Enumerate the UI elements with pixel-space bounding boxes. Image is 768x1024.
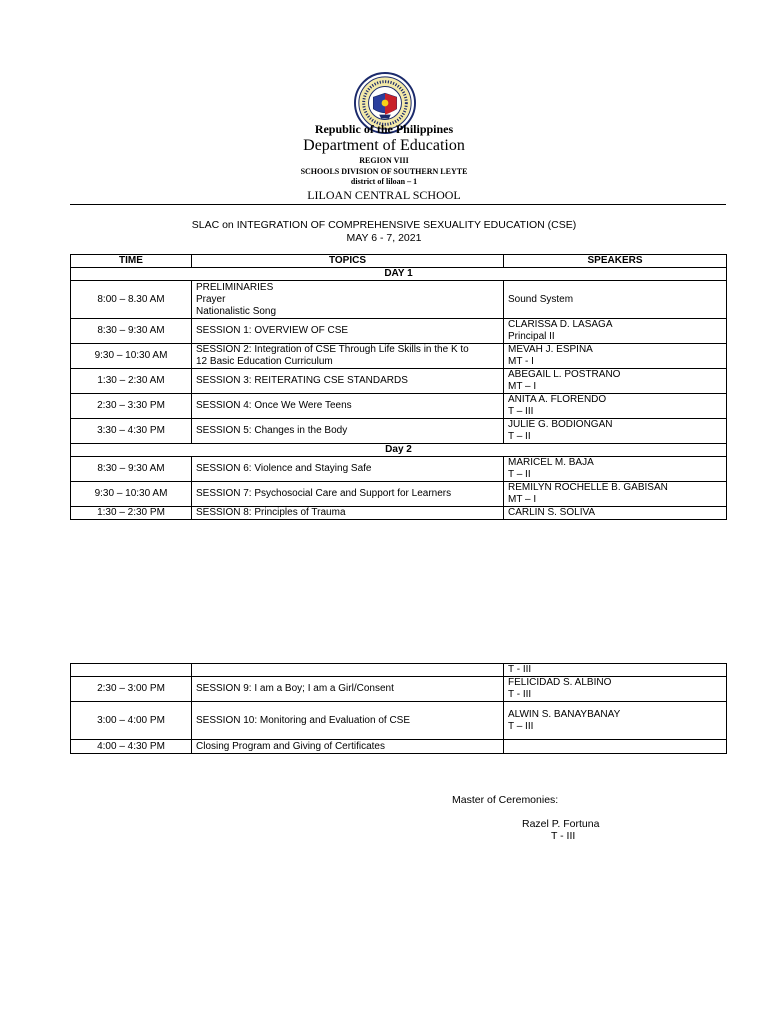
department-heading: Department of Education — [303, 137, 465, 154]
topic-line: SESSION 6: Violence and Staying Safe — [196, 463, 372, 474]
speaker-line: MT - I — [508, 356, 534, 367]
table-row — [71, 281, 727, 319]
division-heading: SCHOOLS DIVISION OF SOUTHERN LEYTE — [300, 167, 468, 176]
speaker-line: T – III — [508, 406, 534, 417]
topic-cell — [192, 281, 504, 319]
event-title: SLAC on INTEGRATION OF COMPREHENSIVE SEXUALITY EDUCATION (CSE) — [191, 219, 577, 231]
topic-cell — [192, 677, 504, 702]
time-cell: 2:30 – 3:00 PM — [71, 677, 192, 702]
topic-cell — [192, 740, 504, 754]
time-cell: 8:30 – 9:30 AM — [71, 319, 192, 344]
time-cell: 8:30 – 9:30 AM — [71, 457, 192, 482]
topic-line: Prayer — [196, 293, 226, 305]
speaker-line: JULIE G. BODIONGAN — [508, 419, 613, 430]
topic-line: SESSION 5: Changes in the Body — [196, 425, 348, 436]
time-cell — [71, 664, 192, 677]
speaker-cell — [504, 507, 727, 520]
speaker-cell — [504, 740, 727, 754]
speaker-line: CLARISSA D. LASAGA — [508, 319, 613, 330]
speaker-line: CARLIN S. SOLIVA — [508, 507, 596, 518]
topic-cell — [192, 369, 504, 394]
school-heading: LILOAN CENTRAL SCHOOL — [307, 188, 461, 202]
topic-line: Nationalistic Song — [196, 305, 277, 317]
topic-line: SESSION 4: Once We Were Teens — [196, 400, 352, 411]
day1-label: DAY 1 — [71, 268, 727, 281]
day2-label: Day 2 — [71, 444, 727, 457]
speaker-line: T – II — [508, 469, 531, 480]
topic-cell — [192, 507, 504, 520]
time-cell: 3:00 – 4:00 PM — [71, 702, 192, 740]
speaker-cell — [504, 369, 727, 394]
topic-line: SESSION 7: Psychosocial Care and Support for Learners — [196, 488, 452, 499]
day1-rows — [71, 281, 727, 444]
region-heading: REGION VIII — [359, 156, 409, 165]
time-cell: 1:30 – 2:30 PM — [71, 507, 192, 520]
table-row — [71, 319, 727, 344]
topic-cell — [192, 702, 504, 740]
table-row — [71, 740, 727, 754]
time-cell: 9:30 – 10:30 AM — [71, 344, 192, 369]
topic-line: Closing Program and Giving of Certificates — [196, 740, 385, 752]
speaker-cell — [504, 419, 727, 444]
time-cell: 9:30 – 10:30 AM — [71, 482, 192, 507]
speaker-line: ALWIN S. BANAYBANAY — [508, 708, 621, 720]
table-row — [71, 344, 727, 369]
day2-rows — [71, 457, 727, 520]
schedule-table — [70, 254, 727, 520]
column-header-topics: TOPICS — [192, 255, 504, 268]
speaker-line: T – III — [508, 720, 534, 732]
mc-position: T - III — [551, 830, 576, 842]
table-row — [71, 394, 727, 419]
speaker-line: MT – I — [508, 494, 537, 505]
time-cell: 3:30 – 4:30 PM — [71, 419, 192, 444]
speaker-line: T - III — [508, 689, 532, 700]
speaker-cell — [504, 664, 727, 677]
continued-rows — [71, 664, 727, 754]
time-cell: 1:30 – 2:30 AM — [71, 369, 192, 394]
topic-cell — [192, 664, 504, 677]
speaker-line: Sound System — [508, 293, 574, 305]
speaker-line: T - III — [508, 664, 532, 675]
speaker-cell — [504, 677, 727, 702]
mc-name: Razel P. Fortuna — [522, 818, 600, 830]
schedule-table-continued — [70, 663, 727, 754]
topic-cell — [192, 319, 504, 344]
topic-line: SESSION 8: Principles of Trauma — [196, 507, 346, 518]
speaker-line: MT – I — [508, 381, 537, 392]
speaker-cell — [504, 319, 727, 344]
topic-cell — [192, 482, 504, 507]
table-row — [71, 677, 727, 702]
topic-line: SESSION 2: Integration of CSE Through Life Skills in the K to — [196, 344, 469, 355]
time-cell: 2:30 – 3:30 PM — [71, 394, 192, 419]
topic-line: SESSION 1: OVERVIEW OF CSE — [196, 325, 349, 336]
table-row — [71, 482, 727, 507]
speaker-line: MEVAH J. ESPINA — [508, 344, 593, 355]
speaker-line: ABEGAIL L. POSTRANO — [508, 369, 621, 380]
topic-line: 12 Basic Education Curriculum — [196, 356, 333, 367]
topic-line: SESSION 10: Monitoring and Evaluation of CSE — [196, 714, 411, 726]
speaker-line: Principal II — [508, 331, 555, 342]
mc-label: Master of Ceremonies: — [452, 794, 559, 806]
district-heading: district of liloan – 1 — [350, 177, 418, 186]
table-header-row — [71, 255, 727, 268]
table-row — [71, 457, 727, 482]
speaker-cell — [504, 482, 727, 507]
table-row — [71, 664, 727, 677]
speaker-line: MARICEL M. BAJA — [508, 457, 594, 468]
column-header-time: TIME — [71, 255, 192, 268]
topic-cell — [192, 419, 504, 444]
table-row — [71, 419, 727, 444]
speaker-cell — [504, 702, 727, 740]
topic-line: SESSION 3: REITERATING CSE STANDARDS — [196, 375, 408, 386]
speaker-line: REMILYN ROCHELLE B. GABISAN — [508, 482, 668, 493]
day-row — [71, 268, 727, 281]
speaker-cell — [504, 344, 727, 369]
topic-cell — [192, 394, 504, 419]
speaker-cell — [504, 457, 727, 482]
table-row — [71, 507, 727, 520]
time-cell: 8:00 – 8.30 AM — [71, 281, 192, 319]
day-row — [71, 444, 727, 457]
event-dates: MAY 6 - 7, 2021 — [346, 232, 422, 244]
speaker-cell — [504, 394, 727, 419]
speaker-line: FELICIDAD S. ALBINO — [508, 677, 612, 688]
speaker-line: ANITA A. FLORENDO — [508, 394, 607, 405]
republic-heading: Republic of the Philippines — [314, 122, 454, 136]
column-header-speakers: SPEAKERS — [504, 255, 727, 268]
table-row — [71, 702, 727, 740]
topic-line: PRELIMINARIES — [196, 281, 274, 293]
time-cell: 4:00 – 4:30 PM — [71, 740, 192, 754]
speaker-cell — [504, 281, 727, 319]
topic-cell — [192, 344, 504, 369]
speaker-line: T – II — [508, 431, 531, 442]
header-divider — [70, 204, 726, 205]
topic-line: SESSION 9: I am a Boy; I am a Girl/Consent — [196, 683, 394, 694]
table-row — [71, 369, 727, 394]
topic-cell — [192, 457, 504, 482]
